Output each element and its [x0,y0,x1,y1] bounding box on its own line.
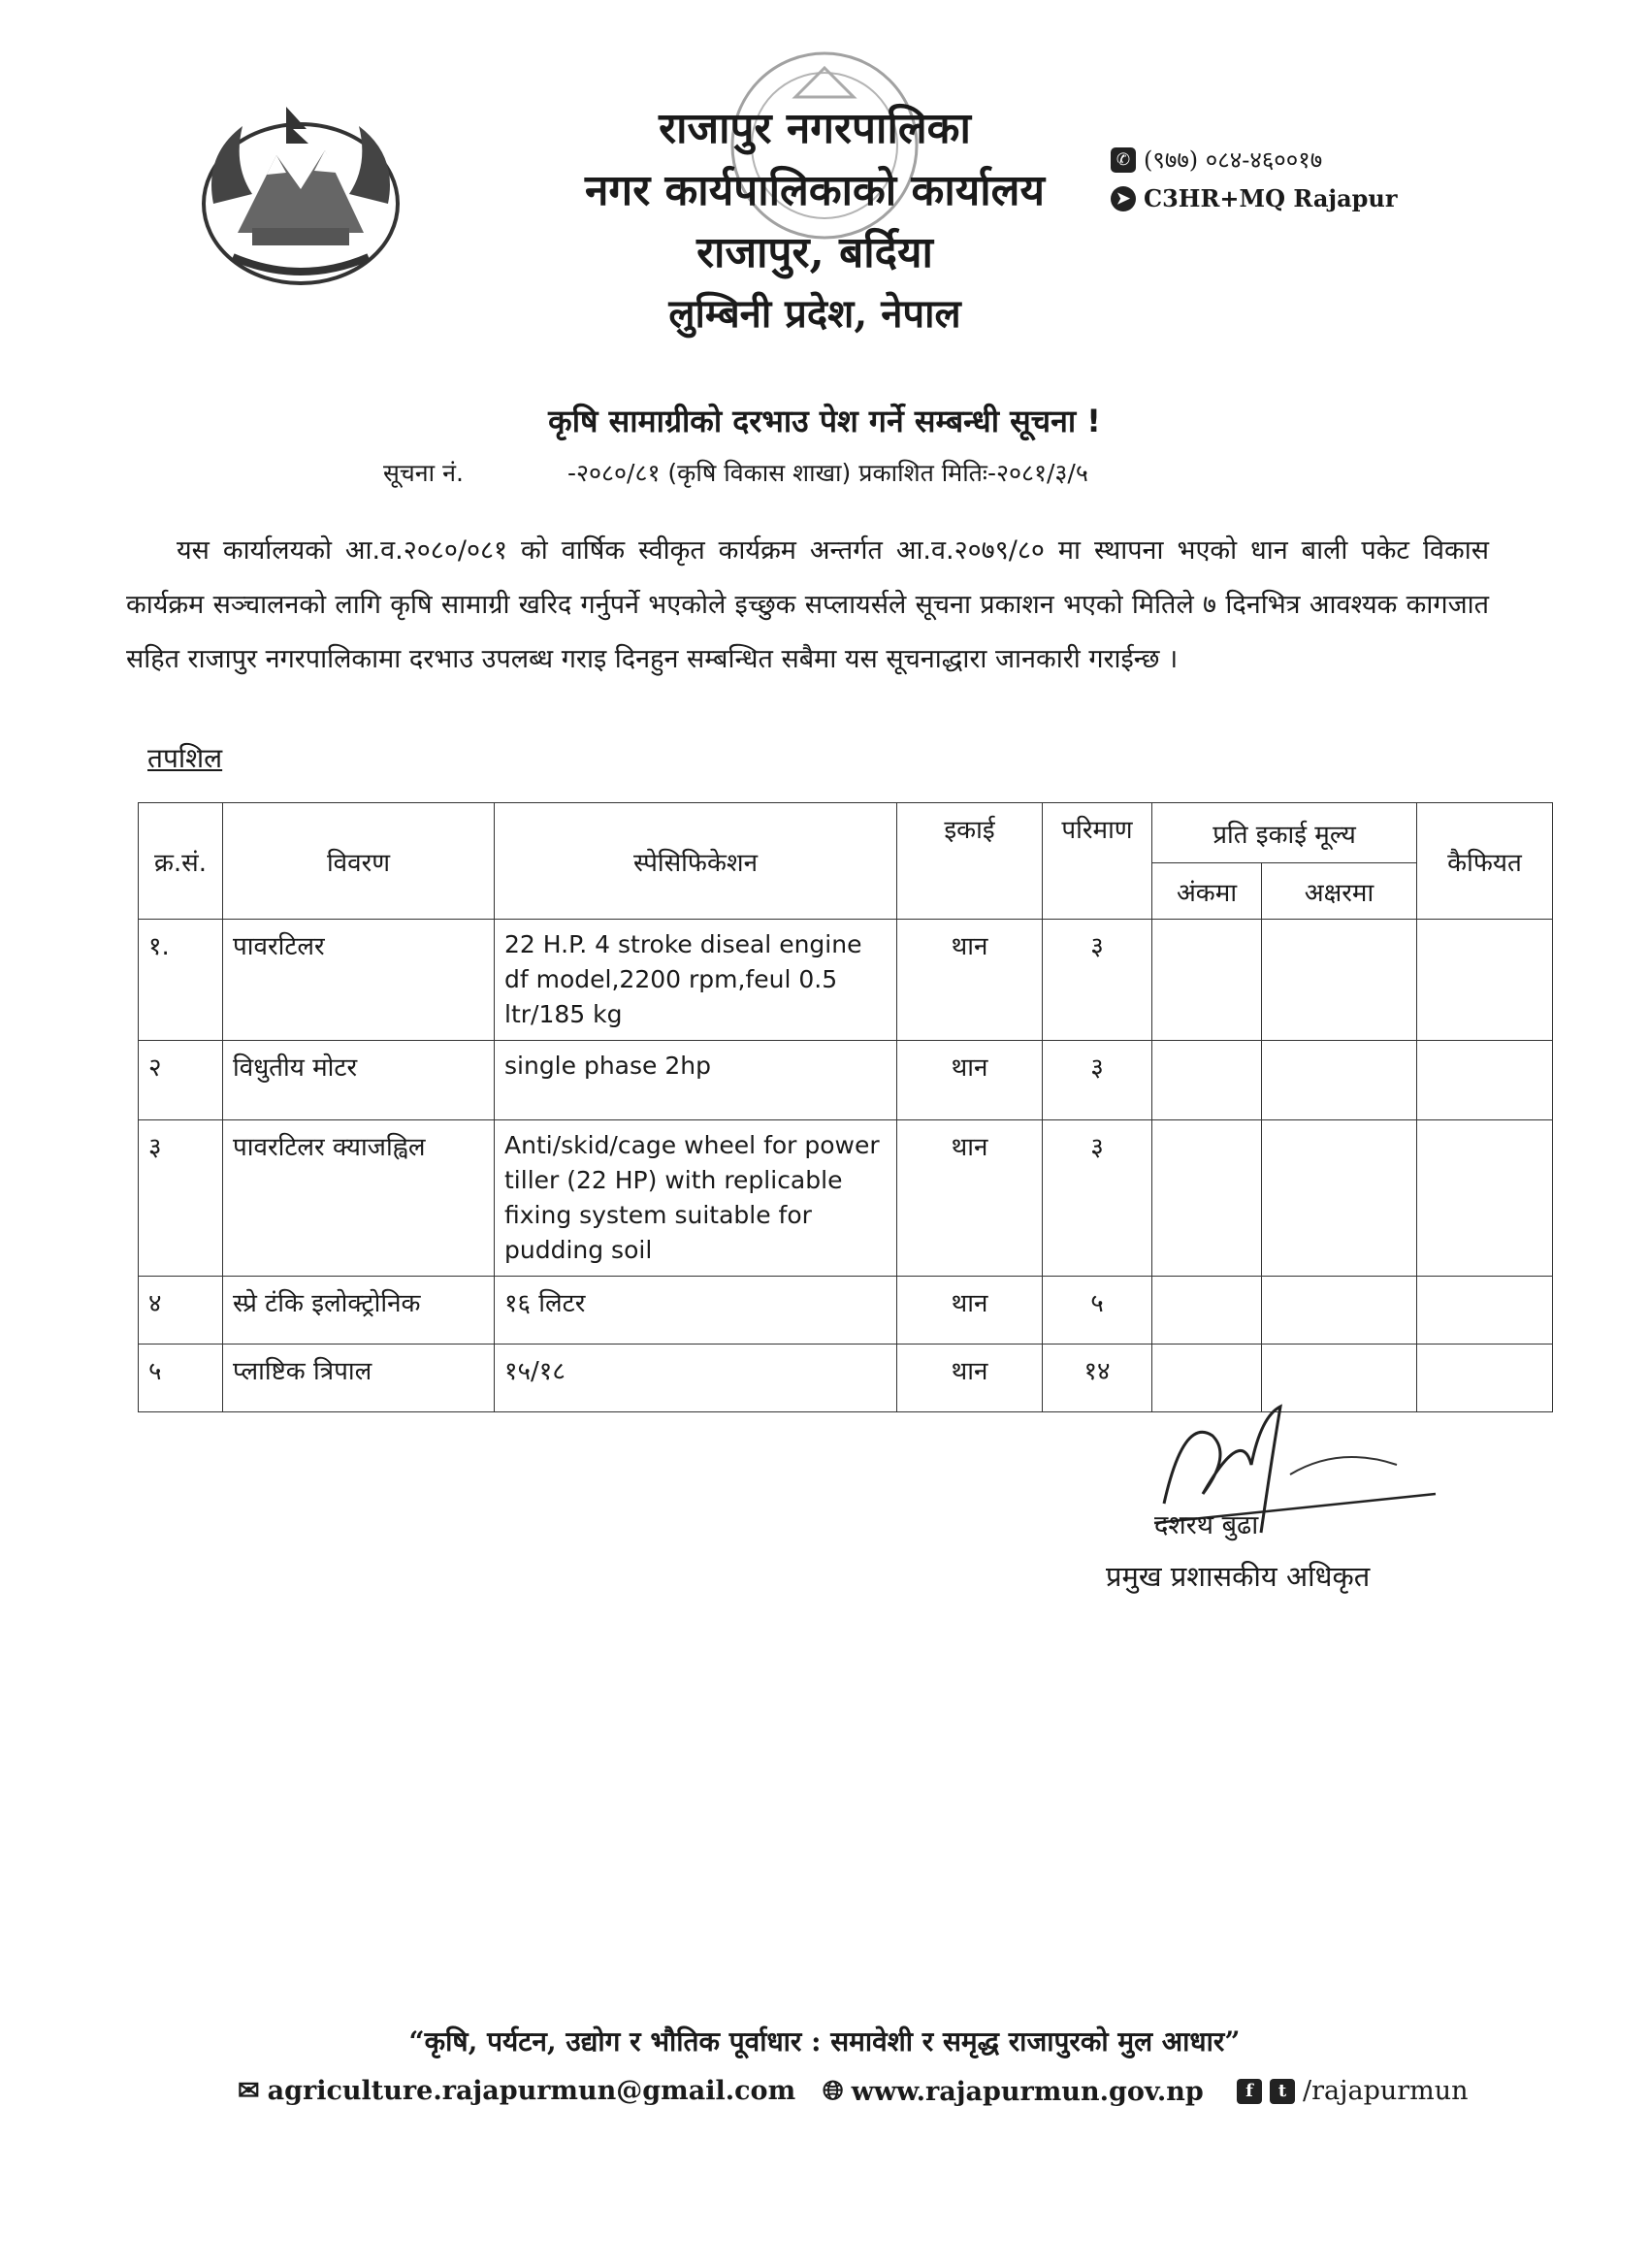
facebook-icon: f [1237,2079,1262,2104]
notice-number-value: -२०८०/८१ (कृषि विकास शाखा) प्रकाशित मितिः-२०८१/३/५ [567,459,1088,487]
row-spec: १६ लिटर [495,1277,897,1345]
footer-email[interactable] [238,2076,795,2106]
notice-body: यस कार्यालयको आ.व.२०८०/०८१ को वार्षिक स्वीकृत कार्यक्रम अन्तर्गत आ.व.२०७९/८० मा स्थापना भएको धान बाली पकेट विकास कार्यक्रम सञ्चालनको लागि कृषि सामाग्री खरिद गर्नुपर्ने भएकोले इच्छुक सप्लायर्सले सूचना प्रकाशन भएको मितिले ७ दिनभित्र आवश्यक कागजात सहित राजापुर नगरपालिकामा दरभाउ उपलब्ध गराइ दिनहुन सम्बन्धित सबैमा यस सूचनाद्धारा जानकारी गराईन्छ । [126,535,1489,674]
row-price-figures [1152,1041,1262,1120]
row-unit: थान [897,1277,1043,1345]
row-description: स्प्रे टंकि इलोक्ट्रोनिक [223,1277,495,1345]
header-sn: क्र.सं. [139,803,223,920]
row-spec: १५/१८ [495,1345,897,1412]
row-sn: ५ [139,1345,223,1412]
header-in-words: अक्षरमा [1262,863,1417,920]
office-name: नगर कार्यपालिकाको कार्यालय [585,166,1045,215]
header-spec: स्पेसिफिकेशन [495,803,897,920]
row-description: विधुतीय मोटर [223,1041,495,1120]
website-text: www.rajapurmun.gov.np [851,2076,1204,2107]
row-quantity: ३ [1043,1041,1152,1120]
plus-code: C3HR+MQ Rajapur [1144,184,1398,212]
notice-title: कृषि सामाग्रीको दरभाउ पेश गर्ने सम्बन्धी सूचना ! [548,403,1101,439]
footer-website[interactable] [823,2076,1204,2107]
row-description: प्लाष्टिक त्रिपाल [223,1345,495,1412]
row-price-figures [1152,920,1262,1041]
row-quantity: ५ [1043,1277,1152,1345]
notice-number-label: सूचना नं. [383,459,464,487]
row-price-words [1262,1120,1417,1277]
row-description: पावरटिलर [223,920,495,1041]
social-handle: /rajapurmun [1303,2076,1469,2106]
row-price-words [1262,920,1417,1041]
table-row [139,1041,1553,1120]
row-sn: ३ [139,1120,223,1277]
row-unit: थान [897,920,1043,1041]
notice-number-line [383,456,1353,489]
municipality-name: राजापुर नगरपालिका [659,104,971,153]
row-unit: थान [897,1041,1043,1120]
row-remarks [1417,1277,1553,1345]
table-row [139,1277,1553,1345]
header-description: विवरण [223,803,495,920]
email-text: agriculture.rajapurmun@gmail.com [267,2076,796,2106]
globe-icon: 🌐︎ [823,2076,844,2106]
row-sn: १. [139,920,223,1041]
contact-location [1111,184,1398,212]
contact-phone [1111,144,1322,176]
row-spec: Anti/skid/cage wheel for power tiller (22 HP) with replicable fixing system suitable for pudding soil [495,1120,897,1277]
details-label: तपशिल [147,742,223,774]
table-row [139,920,1553,1041]
header-unit-price: प्रति इकाई मूल्य [1152,803,1417,863]
row-unit: थान [897,1120,1043,1277]
signatory-title: प्रमुख प्रशासकीय अधिकृत [1106,1560,1371,1593]
row-unit: थान [897,1345,1043,1412]
row-quantity: ३ [1043,1120,1152,1277]
header-remarks: कैफियत [1417,803,1553,920]
row-quantity: १४ [1043,1345,1152,1412]
signatory-name: दशरथ बुढा [1154,1510,1259,1540]
row-quantity: ३ [1043,920,1152,1041]
location-icon: ➤ [1111,186,1136,211]
row-remarks [1417,1120,1553,1277]
envelope-icon: ✉ [238,2076,260,2106]
table-row [139,1120,1553,1277]
office-address: राजापुर, बर्दिया [696,228,933,277]
footer-social[interactable] [1237,2076,1469,2106]
footer-contact [0,2076,1649,2115]
row-sn: ४ [139,1277,223,1345]
items-table [138,802,1553,1412]
row-spec: 22 H.P. 4 stroke diseal engine df model,2200 rpm,feul 0.5 ltr/185 kg [495,920,897,1041]
footer-slogan: “कृषि, पर्यटन, उद्योग र भौतिक पूर्वाधार : समावेशी र समृद्ध राजापुरको मुल आधार” [408,2025,1241,2057]
phone-icon: ✆ [1111,147,1136,173]
row-remarks [1417,1041,1553,1120]
header-in-figures: अंकमा [1152,863,1262,920]
header-unit: इकाई [897,803,1043,920]
row-price-figures [1152,1120,1262,1277]
phone-number: (९७७) ०८४-४६००१७ [1144,146,1323,174]
nepal-government-emblem [194,97,407,291]
row-spec: single phase 2hp [495,1041,897,1120]
header-quantity: परिमाण [1043,803,1152,920]
row-sn: २ [139,1041,223,1120]
province-country: लुम्बिनी प्रदेश, नेपाल [668,291,961,337]
row-price-words [1262,1277,1417,1345]
twitter-icon: t [1270,2079,1295,2104]
row-price-figures [1152,1277,1262,1345]
row-price-words [1262,1041,1417,1120]
row-description: पावरटिलर क्याजह्विल [223,1120,495,1277]
row-remarks [1417,920,1553,1041]
